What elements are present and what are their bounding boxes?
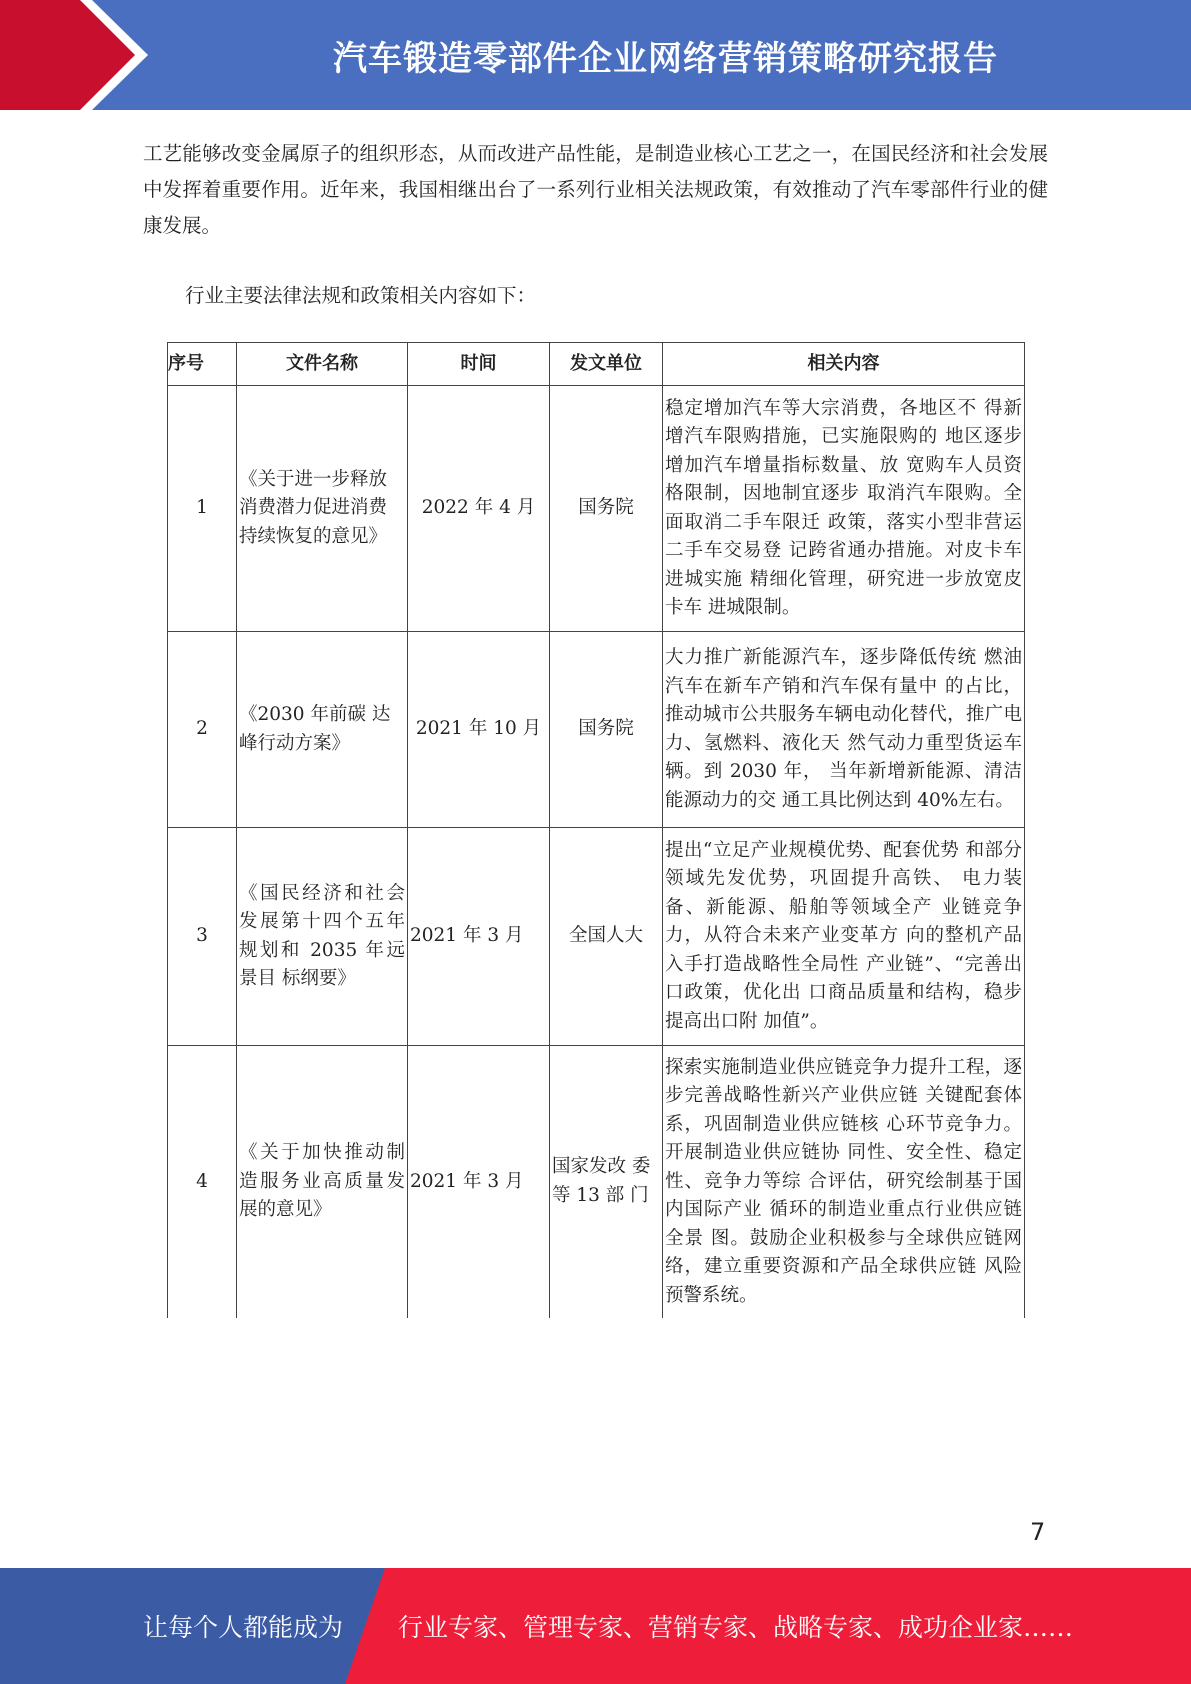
header-cell: 相关内容: [663, 343, 1025, 386]
related-content: 提出“立足产业规模优势、配套优势 和部分领域先发优势，巩固提升高铁、 电力装备、新能源、船舶等领域全产 业链竞争力，从符合未来产业变革方 向的整机产品入手打造战略性全局性 产业链”、“完善出口政策，优化出 口商品质量和结构，稳步提高出口附 加值”。: [663, 828, 1025, 1046]
issue-date: 2022 年 4 月: [408, 386, 550, 632]
header-arrow-decoration: [0, 0, 150, 110]
issue-date: 2021 年 3 月: [408, 1046, 550, 1318]
issuer: 国务院: [550, 386, 663, 632]
policy-table: [167, 342, 1025, 1318]
page-footer: [0, 1568, 1191, 1684]
document-name: 《关于加快推动制造服务业高质量发展的意见》: [237, 1046, 408, 1318]
row-number: 3: [168, 828, 237, 1046]
table-row: [168, 1046, 1025, 1318]
row-number: 2: [168, 632, 237, 828]
table-row: [168, 386, 1025, 632]
header-cell: 文件名称: [237, 343, 408, 386]
report-title: 汽车锻造零部件企业网络营销策略研究报告: [333, 38, 998, 79]
issue-date: 2021 年 10 月: [408, 632, 550, 828]
related-content: 探索实施制造业供应链竞争力提升工程，逐步完善战略性新兴产业供应链 关键配套体系，巩固制造业供应链核 心环节竞争力。开展制造业供应链协 同性、安全性、稳定性、竞争力等综 合评估，研究绘制基于国内国际产业 循环的制造业重点行业供应链全景 图。鼓励企业积极参与全球供应链网 络，建立重要资源和产品全球供应链 风险预警系统。: [663, 1046, 1025, 1318]
issuer: 国务院: [550, 632, 663, 828]
document-name: 《2030 年前碳 达峰行动方案》: [237, 632, 408, 828]
document-name: 《国民经济和社会发展第十四个五年规划和 2035 年远景目 标纲要》: [237, 828, 408, 1046]
row-number: 1: [168, 386, 237, 632]
page-number: 7: [1030, 1518, 1046, 1546]
related-content: 稳定增加汽车等大宗消费，各地区不 得新增汽车限购措施，已实施限购的 地区逐步增加汽车增量指标数量、放 宽购车人员资格限制，因地制宜逐步 取消汽车限购。全面取消二手车限迁 政策，落实小型非营运二手车交易登 记跨省通办措施。对皮卡车进城实施 精细化管理，研究进一步放宽皮卡车 进城限制。: [663, 386, 1025, 632]
table-row: [168, 828, 1025, 1046]
related-content: 大力推广新能源汽车，逐步降低传统 燃油汽车在新车产销和汽车保有量中 的占比，推动城市公共服务车辆电动化替代，推广电力、氢燃料、液化天 然气动力重型货运车辆。到 2030 年， 当年新增新能源、清洁能源动力的交 通工具比例达到 40%左右。: [663, 632, 1025, 828]
table-intro: 行业主要法律法规和政策相关内容如下：: [185, 284, 537, 307]
header-cell: 时间: [408, 343, 550, 386]
footer-slogan-right: 行业专家、管理专家、营销专家、战略专家、成功企业家……: [398, 1613, 1074, 1642]
issuer: 全国人大: [550, 828, 663, 1046]
header-cell: 序号: [168, 343, 237, 386]
issue-date: 2021 年 3 月: [408, 828, 550, 1046]
table-row: [168, 632, 1025, 828]
document-name: 《关于进一步释放消费潜力促进消费持续恢复的意见》: [237, 386, 408, 632]
intro-paragraph: 工艺能够改变金属原子的组织形态，从而改进产品性能，是制造业核心工艺之一，在国民经济和社会发展中发挥着重要作用。近年来，我国相继出台了一系列行业相关法规政策，有效推动了汽车零部件行业的健康发展。: [143, 142, 1048, 237]
page-header: [0, 0, 1191, 110]
table-header-row: [168, 343, 1025, 386]
row-number: 4: [168, 1046, 237, 1318]
header-cell: 发文单位: [550, 343, 663, 386]
footer-slogan-left: 让每个人都能成为: [143, 1613, 344, 1642]
issuer: 国家发改 委等 13 部 门: [550, 1046, 663, 1318]
